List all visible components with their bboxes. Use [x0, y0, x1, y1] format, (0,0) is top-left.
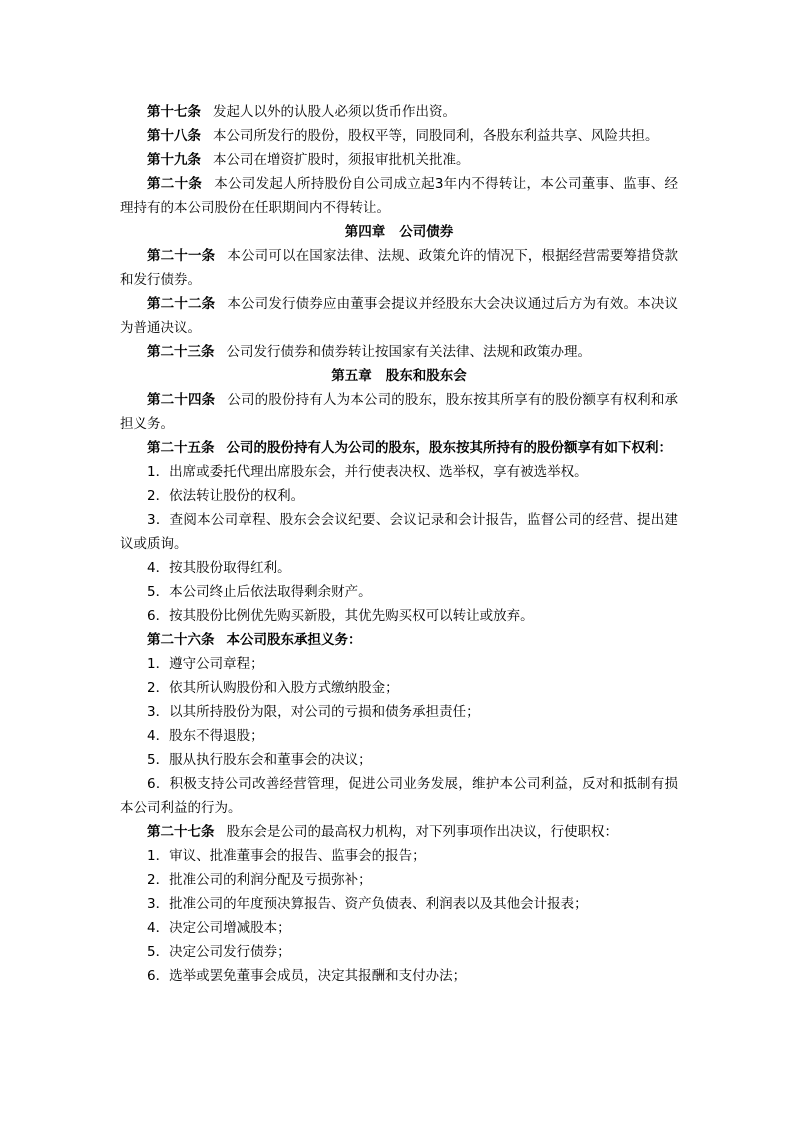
article-label: 第二十七条	[147, 824, 215, 840]
article-27	[120, 820, 678, 844]
chapter-title: 股东和股东会	[385, 368, 467, 384]
article-label: 第二十四条	[147, 392, 216, 408]
list-item: 5．本公司终止后依法取得剩余财产。	[147, 584, 372, 600]
list-item: 5．服从执行股东会和董事会的决议；	[147, 752, 372, 768]
document-page	[120, 100, 678, 988]
article-21	[120, 244, 678, 292]
article-text: 公司的股份持有人为公司的股东，股东按其所持有的股份额享有如下权利：	[226, 440, 672, 456]
article-26	[120, 628, 678, 652]
article-text: 公司的股份持有人为本公司的股东，股东按其所享有的股份额享有权利和承担义务。	[120, 392, 679, 432]
article-text: 本公司所发行的股份，股权平等，同股同利，各股东利益共享、风险共担。	[213, 128, 659, 144]
list-item: 3．查阅本公司章程、股东会会议纪要、会议记录和会计报告，监督公司的经营、提出建议或质询。	[120, 512, 678, 552]
chapter-number: 第四章	[344, 224, 386, 240]
list-item: 3．以其所持股份为限，对公司的亏损和债务承担责任；	[147, 704, 480, 720]
chapter-5-heading	[120, 364, 678, 388]
article-20	[120, 172, 678, 220]
article-label: 第十九条	[147, 152, 201, 168]
list-item: 4．股东不得退股；	[147, 728, 264, 744]
list-item: 1．遵守公司章程；	[147, 656, 264, 672]
list-item: 3．批准公司的年度预决算报告、资产负债表、利润表以及其他会计报表；	[147, 896, 588, 912]
chapter-title: 公司债券	[399, 224, 454, 240]
list-item: 4．按其股份取得红利。	[147, 560, 291, 576]
list-item: 1．出席或委托代理出席股东会，并行使表决权、选举权，享有被选举权。	[147, 464, 588, 480]
list-item: 5．决定公司发行债券；	[147, 944, 291, 960]
article-label: 第二十一条	[147, 248, 216, 264]
list-item: 2．批准公司的利润分配及亏损弥补；	[147, 872, 372, 888]
article-19	[120, 148, 678, 172]
list-item: 6．积极支持公司改善经营管理，促进公司业务发展，维护本公司利益，反对和抵制有损本公司利益的行为。	[120, 776, 678, 816]
article-label: 第二十条	[147, 176, 203, 192]
article-text: 本公司在增资扩股时，须报审批机关批准。	[213, 152, 470, 168]
article-label: 第二十五条	[147, 440, 215, 456]
article-label: 第十七条	[147, 104, 201, 120]
list-item: 4．决定公司增减股本；	[147, 920, 291, 936]
list-item: 2．依法转让股份的权利。	[147, 488, 305, 504]
article-text: 本公司发行债券应由董事会提议并经股东大会决议通过后方为有效。本决议为普通决议。	[120, 296, 679, 336]
article-text: 公司发行债券和债券转让按国家有关法律、法规和政策办理。	[226, 344, 591, 360]
list-item: 6．选举或罢免董事会成员，决定其报酬和支付办法；	[147, 968, 467, 984]
article-label: 第二十六条	[147, 632, 215, 648]
article-label: 第二十二条	[147, 296, 216, 312]
article-17	[120, 100, 678, 124]
list-item: 6．按其股份比例优先购买新股，其优先购买权可以转让或放弃。	[147, 608, 534, 624]
chapter-4-heading	[120, 220, 678, 244]
article-label: 第十八条	[147, 128, 201, 144]
article-label: 第二十三条	[147, 344, 215, 360]
list-item: 1．审议、批准董事会的报告、监事会的报告；	[147, 848, 426, 864]
article-text: 本公司股东承担义务：	[226, 632, 362, 648]
article-23	[120, 340, 678, 364]
article-25	[120, 436, 678, 460]
list-item: 2．依其所认购股份和入股方式缴纳股金；	[147, 680, 399, 696]
article-24	[120, 388, 678, 436]
article-18	[120, 124, 678, 148]
article-22	[120, 292, 678, 340]
article-text: 本公司可以在国家法律、法规、政策允许的情况下，根据经营需要筹措贷款和发行债券。	[120, 248, 679, 288]
article-text: 股东会是公司的最高权力机构，对下列事项作出决议，行使职权：	[226, 824, 618, 840]
chapter-number: 第五章	[331, 368, 372, 384]
article-text: 本公司发起人所持股份自公司成立起3年内不得转让，本公司董事、监事、经理持有的本公司股份在任职期间内不得转让。	[120, 176, 679, 216]
article-text: 发起人以外的认股人必须以货币作出资。	[213, 104, 456, 120]
